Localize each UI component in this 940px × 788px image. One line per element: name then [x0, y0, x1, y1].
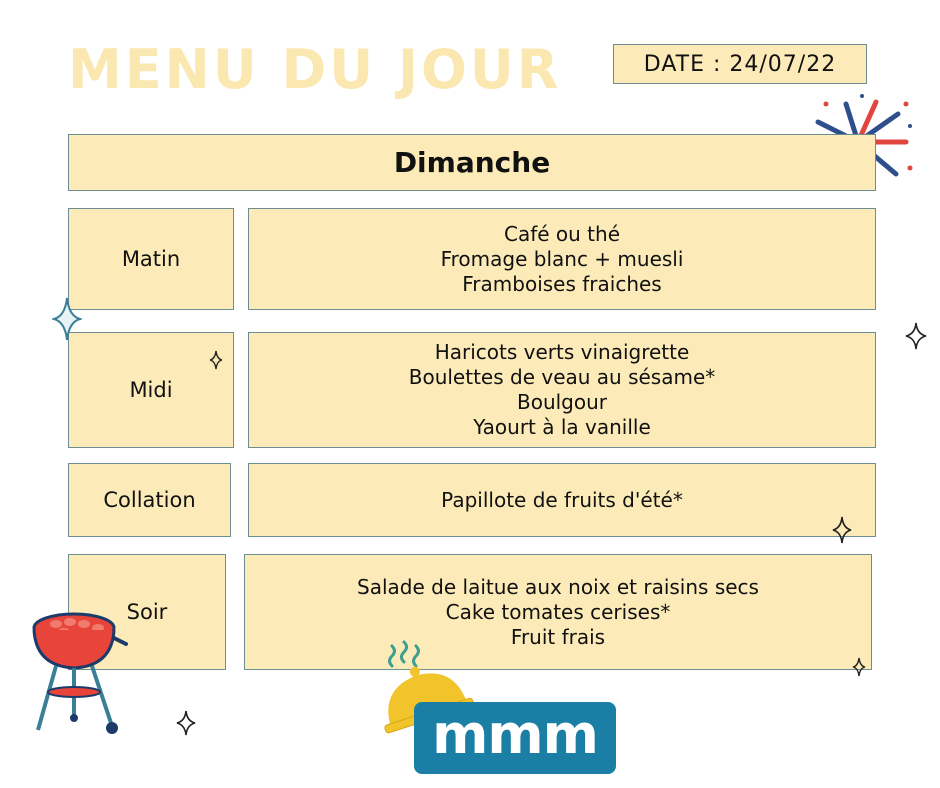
sparkle-icon	[209, 350, 223, 370]
sparkle-icon	[176, 710, 196, 736]
menu-item: Boulettes de veau au sésame*	[408, 365, 716, 389]
meal-content-midi	[248, 332, 876, 448]
menu-item: Papillote de fruits d'été*	[441, 487, 683, 512]
meal-content-collation	[248, 463, 876, 537]
mmm-logo	[414, 702, 616, 774]
date-badge: DATE : 24/07/22	[613, 44, 867, 84]
menu-item: Café ou thé	[503, 221, 620, 246]
sparkle-icon	[52, 296, 82, 342]
menu-item: Cake tomates cerises*	[445, 599, 671, 624]
sparkle-icon	[832, 516, 852, 544]
sparkle-icon	[905, 322, 927, 350]
meal-content-soir	[244, 554, 872, 670]
menu-item: Yaourt à la vanille	[473, 415, 651, 439]
day-title: Dimanche	[68, 134, 876, 191]
menu-item: Salade de laitue aux noix et raisins secs	[357, 574, 759, 599]
page-title: MENU DU JOUR	[68, 38, 562, 101]
meal-label-matin: Matin	[68, 208, 234, 310]
meal-content-matin	[248, 208, 876, 310]
meal-label-collation: Collation	[68, 463, 231, 537]
menu-item: Framboises fraiches	[462, 271, 662, 296]
menu-item: Fruit frais	[510, 624, 606, 649]
barbecue-grill-icon	[26, 604, 130, 744]
menu-item: Haricots verts vinaigrette	[434, 340, 690, 364]
logo-text: mmm	[432, 703, 598, 766]
menu-item: Fromage blanc + muesli	[440, 246, 684, 271]
menu-item: Boulgour	[516, 390, 608, 414]
sparkle-icon	[852, 657, 866, 677]
meal-label-soir: Soir	[68, 554, 226, 670]
meal-label-midi: Midi	[68, 332, 234, 448]
